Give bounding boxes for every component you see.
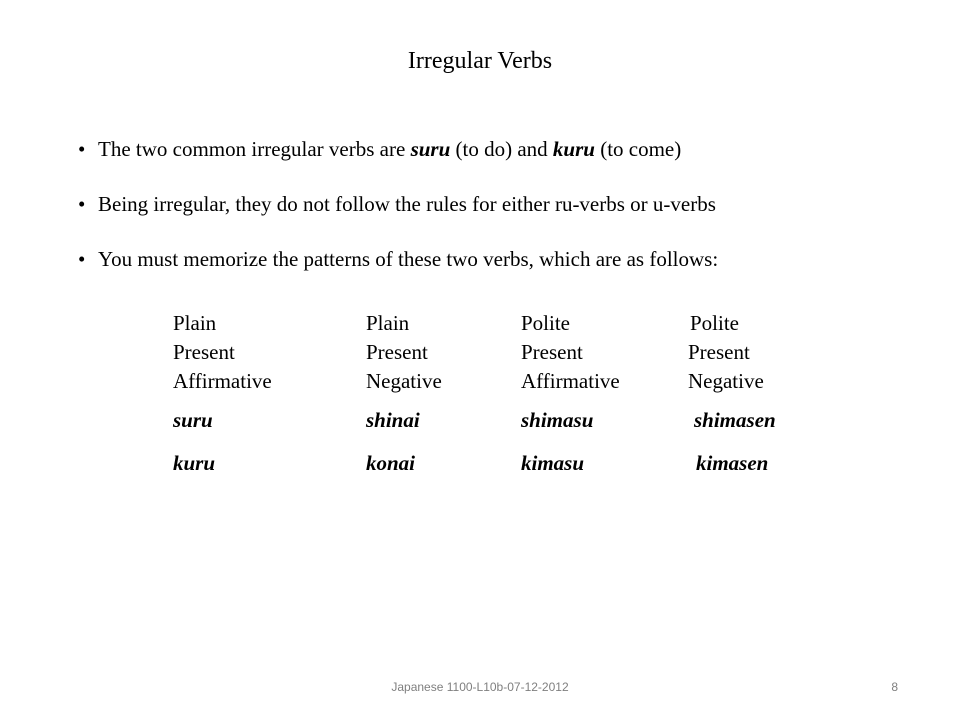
header-plain-present-affirmative <box>173 309 272 396</box>
slide-footer: Japanese 1100-L10b-07-12-2012 <box>391 680 569 694</box>
bullet-text-middle: (to do) and <box>450 137 553 161</box>
bullet-dot-icon: • <box>78 192 86 216</box>
table-cell-polite-negative: kimasen <box>696 451 769 475</box>
bullet-item <box>78 136 938 162</box>
bullet-text: You must memorize the patterns of these two verbs, which are as follows: <box>98 247 719 271</box>
page-number: 8 <box>891 680 898 694</box>
bullet-list <box>78 136 938 301</box>
header-polite-present-affirmative <box>521 309 620 396</box>
header-line: Present <box>688 340 750 364</box>
table-cell-plain-affirmative: suru <box>173 408 213 432</box>
table-cell-polite-affirmative: kimasu <box>521 451 585 475</box>
header-line: Affirmative <box>173 369 272 393</box>
table-cell-plain-affirmative: kuru <box>173 451 216 475</box>
header-line: Affirmative <box>521 369 620 393</box>
table-cell-plain-negative: konai <box>366 451 416 475</box>
header-line: Plain <box>366 311 410 335</box>
table-cell-polite-affirmative: shimasu <box>521 408 594 432</box>
bullet-text-after: (to come) <box>594 137 682 161</box>
verb-kuru: kuru <box>552 137 595 161</box>
bullet-item <box>78 246 938 272</box>
header-line: Present <box>366 340 428 364</box>
bullet-dot-icon: • <box>78 247 86 271</box>
header-line: Polite <box>521 311 571 335</box>
verb-suru: suru <box>410 137 451 161</box>
table-cell-polite-negative: shimasen <box>694 408 776 432</box>
header-polite-present-negative <box>688 309 764 396</box>
bullet-text: Being irregular, they do not follow the rules for either ru-verbs or u-verbs <box>98 192 716 216</box>
table-cell-plain-negative: shinai <box>366 408 420 432</box>
header-line: Polite <box>690 311 740 335</box>
header-line: Plain <box>173 311 217 335</box>
bullet-dot-icon: • <box>78 137 86 161</box>
bullet-item <box>78 191 938 217</box>
header-line: Negative <box>366 369 442 393</box>
header-line: Negative <box>688 369 764 393</box>
bullet-text-before: The two common irregular verbs are <box>98 137 411 161</box>
header-line: Present <box>521 340 583 364</box>
slide-title: Irregular Verbs <box>407 48 553 74</box>
header-line: Present <box>173 340 235 364</box>
header-plain-present-negative <box>366 309 442 396</box>
